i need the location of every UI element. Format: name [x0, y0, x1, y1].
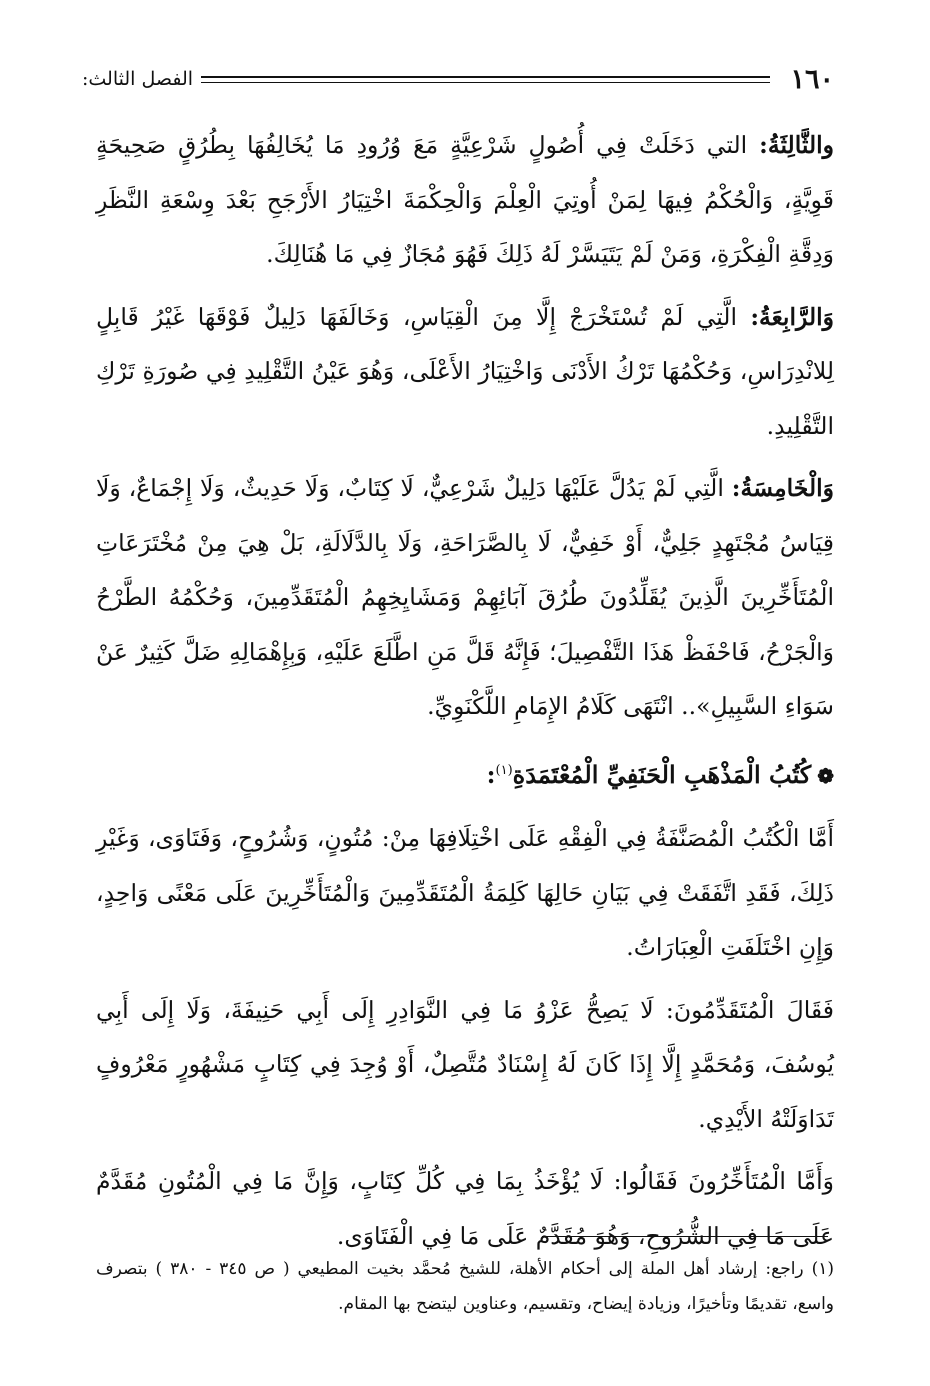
- main-text: [96, 118, 834, 1263]
- paragraph-lead: وَالرَّابِعَةُ:: [750, 302, 834, 331]
- paragraph-fifth: [96, 461, 834, 734]
- section-title: كُتُبُ الْمَذْهَبِ الْحَنَفِيِّ الْمُعْتَمَدَةِ: [512, 759, 812, 789]
- footnote: (١) راجع: إرشاد أهل الملة إلى أحكام الأهلة، للشيخ مُحمَّد بخيت المطيعي ( ص ٣٤٥ - ٣٨٠ ) بتصرف واسع، تقديمًا وتأخيرًا، وزيادة إيضاح، وتقسيم، وعناوين ليتضح بها المقام.: [96, 1259, 834, 1314]
- section-heading: [96, 744, 834, 804]
- footnote-reference[interactable]: (١): [495, 762, 513, 778]
- flower-bullet-icon: ❁: [817, 763, 834, 788]
- page-number: ١٦٠: [790, 63, 834, 95]
- chapter-title: الفصل الثالث:: [82, 68, 194, 90]
- footnote-divider: [542, 1236, 828, 1237]
- paragraph-text: التي دَخَلَتْ فِي أُصُولٍ شَرْعِيَّةٍ مَعَ وُرُودِ مَا يُخَالِفُهَا بِطُرُقٍ صَحِيحَةٍ قَوِيَّةٍ، وَالْحُكْمُ فِيهَا لِمَنْ أُوتِيَ الْعِلْمَ وَالْحِكْمَةَ اخْتِيَارُ الأَرْجَحِ بَعْدَ وِسْعَةِ النَّظَرِ وَدِقَّةِ الْفِكْرَةِ، وَمَنْ لَمْ يَتَيَسَّرْ لَهُ ذَلِكَ فَهُوَ مُجَازٌ فِي مَا هُنَالِكَ.: [96, 131, 834, 268]
- paragraph-lead: والثَّالِثَةُ:: [759, 131, 834, 159]
- header-rule: [201, 76, 770, 83]
- section-paragraph: أَمَّا الْكُتُبُ الْمُصَنَّفَةُ فِي الْفِقْهِ عَلَى اخْتِلَافِهَا مِنْ: مُتُونٍ، وَشُرُوحٍ، وَفَتَاوَى، وَغَيْرِ ذَلِكَ، فَقَدِ اتَّفَقَتْ فِي بَيَانِ حَالِهَا كَلِمَةُ الْمُتَقَدِّمِينَ وَالْمُتَأَخِّرِينَ عَلَى مَعْنًى وَاحِدٍ، وَإِنِ اخْتَلَفَتِ الْعِبَارَاتُ.: [96, 824, 834, 961]
- section-paragraph: فَقَالَ الْمُتَقَدِّمُونَ: لَا يَصِحُّ عَزْوُ مَا فِي النَّوَادِرِ إِلَى أَبِي حَنِيفَةَ، وَلَا إِلَى أَبِي يُوسُفَ، وَمُحَمَّدٍ إِلَّا إِذَا كَانَ لَهُ إِسْنَادٌ مُتَّصِلٌ، أَوْ وُجِدَ فِي كِتَابٍ مَشْهُورٍ مَعْرُوفٍ تَدَاوَلَتْهُ الأَيْدِي.: [96, 995, 834, 1133]
- paragraph-text: الَّتِي لَمْ يَدُلَّ عَلَيْهَا دَلِيلٌ شَرْعِيٌّ، لَا كِتَابٌ، وَلَا حَدِيثٌ، وَلَا إِجْمَاعٌ، وَلَا قِيَاسُ مُجْتَهِدٍ جَلِيٌّ، أَوْ خَفِيٌّ، لَا بِالصَّرَاحَةِ، وَلَا بِالدَّلَالَةِ، بَلْ هِيَ مِنْ مُخْتَرَعَاتِ الْمُتَأَخِّرِينَ الَّذِينَ يُقَلِّدُونَ طُرُقَ آبَائِهِمْ وَمَشَايِخِهِمُ الْمُتَقَدِّمِينَ، وَحُكْمُهُ الطَّرْحُ وَالْجَرْحُ، فَاحْفَظْ هَذَا التَّفْصِيلَ؛ فَإِنَّهُ قَلَّ مَنِ اطَّلَعَ عَلَيْهِ، وَبِإِهْمَالِهِ ضَلَّ كَثِيرٌ عَنْ سَوَاءِ السَّبِيلِ».. انْتَهَى كَلَامُ الإِمَامِ اللَّكْنَوِيِّ.: [96, 474, 834, 720]
- section-paragraph: وَأَمَّا الْمُتَأَخِّرُونَ فَقَالُوا: لَا يُؤْخَذُ بِمَا فِي كُلِّ كِتَابٍ، وَإِنَّ مَا فِي الْمُتُونِ مُقَدَّمٌ عَلَى مَا فِي الشُّرُوحِ، وَهُوَ مُقَدَّمٌ عَلَى مَا فِي الْفَتَاوَى.: [96, 1167, 834, 1250]
- section-colon: :: [486, 759, 496, 789]
- paragraph-fourth: [96, 290, 834, 454]
- page-header: [82, 64, 834, 94]
- paragraph-lead: وَالْخَامِسَةُ:: [731, 474, 834, 502]
- paragraph-third: [96, 118, 834, 282]
- paragraph-text: الَّتِي لَمْ تُسْتَخْرَجْ إِلَّا مِنَ الْقِيَاسِ، وَخَالَفَهَا دَلِيلٌ فَوْقَهَا غَيْرُ قَابِلٍ لِلانْدِرَاسِ، وَحُكْمُهَا تَرْكُ الأَدْنَى وَاخْتِيَارُ الأَعْلَى، وَهُوَ عَيْنُ التَّقْلِيدِ فِي صُورَةِ تَرْكِ التَّقْلِيدِ.: [96, 302, 834, 440]
